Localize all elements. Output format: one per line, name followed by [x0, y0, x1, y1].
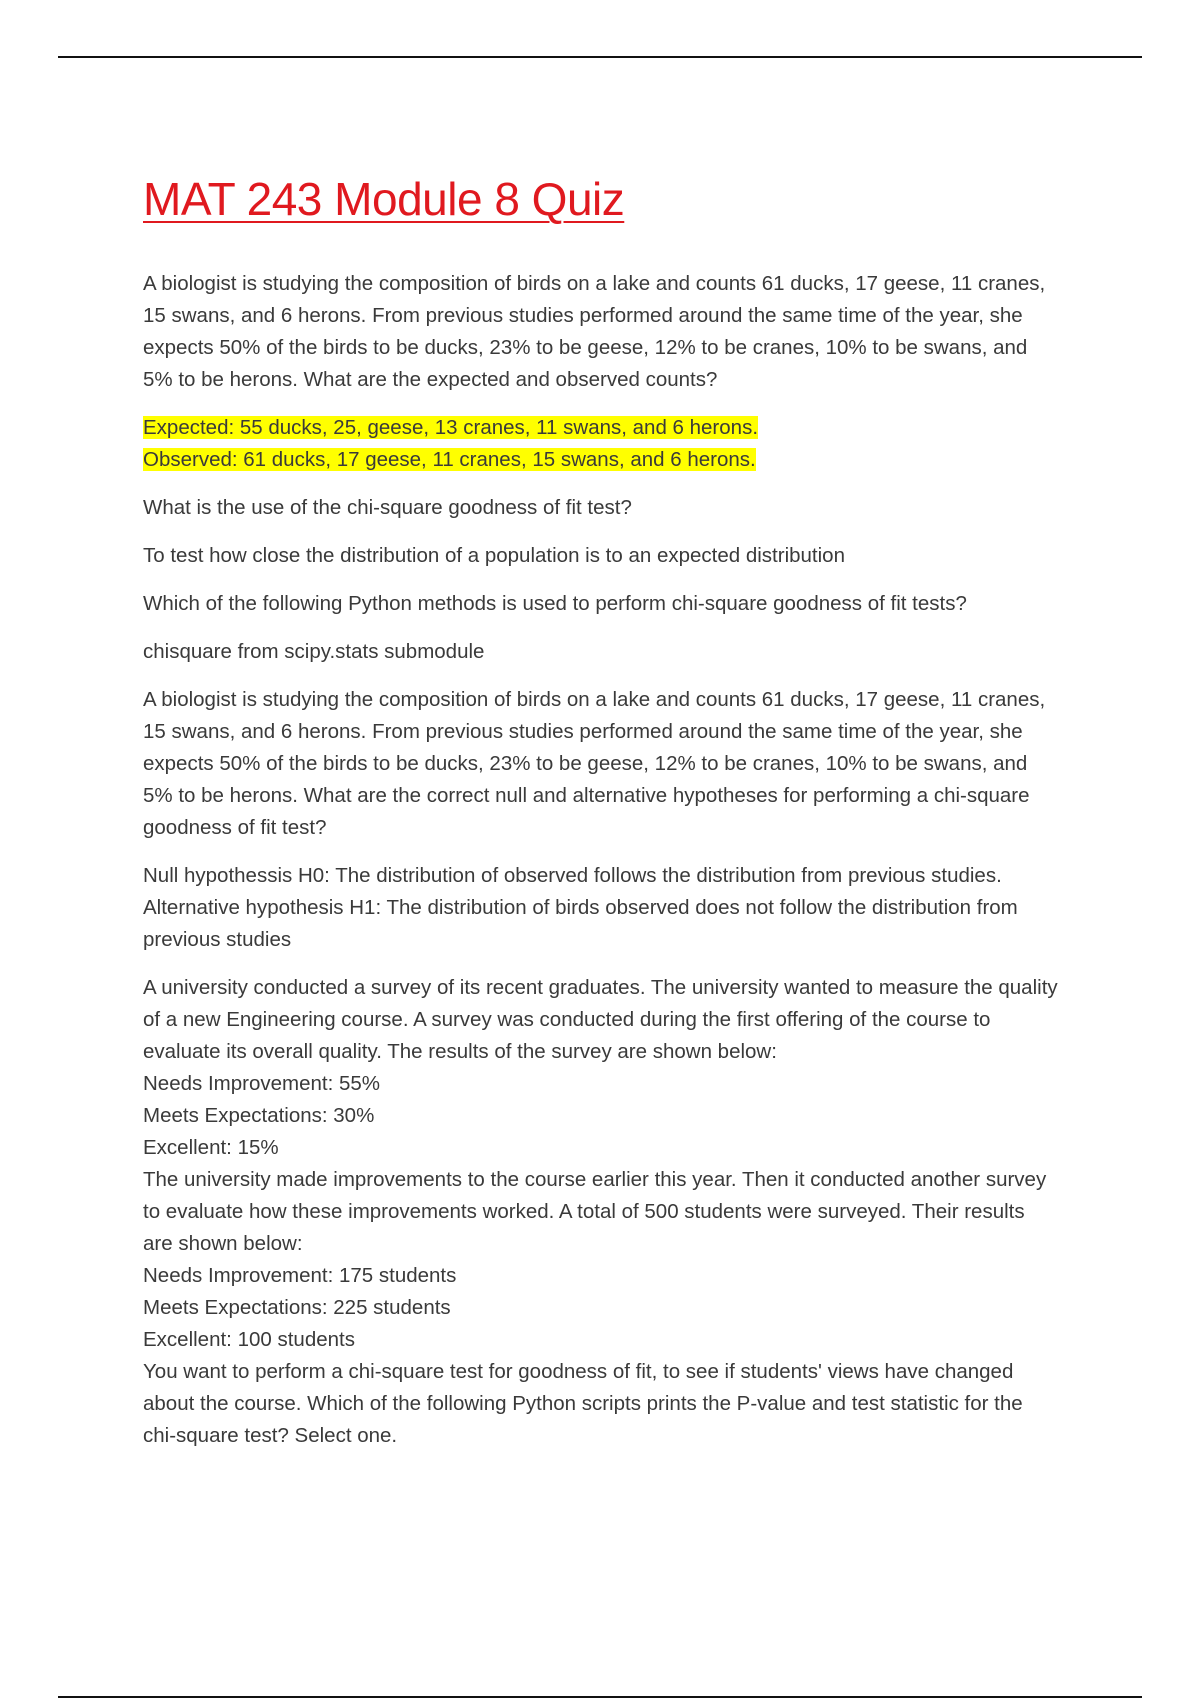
answer-text: chisquare from scipy.stats submodule: [143, 640, 485, 663]
result-line: Excellent: 15%: [143, 1136, 279, 1159]
question-text: You want to perform a chi-square test for goodness of fit, to see if students' views have changed about the course. Which of the following Python scripts prints the P-value and test statistic for the chi-square test? Select one.: [143, 1360, 1023, 1447]
answer-text: Null hypothessis H0: The distribution of observed follows the distribution from previous studies.: [143, 864, 1002, 887]
result-line: Needs Improvement: 175 students: [143, 1264, 457, 1287]
answer-1: [143, 412, 1058, 476]
question-5: [143, 972, 1058, 1452]
question-text: Which of the following Python methods is used to perform chi-square goodness of fit tests?: [143, 592, 967, 615]
question-1: [143, 268, 1058, 396]
result-line: Meets Expectations: 225 students: [143, 1296, 451, 1319]
question-text: What is the use of the chi-square goodness of fit test?: [143, 496, 632, 519]
bottom-rule: [58, 1696, 1142, 1698]
highlighted-answer: Observed: 61 ducks, 17 geese, 11 cranes, 15 swans, and 6 herons.: [143, 448, 756, 471]
question-2: [143, 492, 1058, 524]
answer-2: [143, 540, 1058, 572]
question-3: [143, 588, 1058, 620]
result-line: Meets Expectations: 30%: [143, 1104, 375, 1127]
question-middle: The university made improvements to the course earlier this year. Then it conducted another survey to evaluate how these improvements worked. A total of 500 students were surveyed. Their results are shown below:: [143, 1168, 1047, 1255]
answer-text: To test how close the distribution of a population is to an expected distribution: [143, 544, 845, 567]
top-rule: [58, 56, 1142, 58]
result-line: Excellent: 100 students: [143, 1328, 355, 1351]
answer-4: [143, 860, 1058, 956]
answer-text: Alternative hypothesis H1: The distribution of birds observed does not follow the distribution from previous studies: [143, 896, 1018, 951]
answer-3: [143, 636, 1058, 668]
question-text: A biologist is studying the composition of birds on a lake and counts 61 ducks, 17 geese, 11 cranes, 15 swans, and 6 herons. From previous studies performed around the same time of the year, she expects 50% of the birds to be ducks, 23% to be geese, 12% to be cranes, 10% to be swans, and 5% to be herons. What are the correct null and alternative hypotheses for performing a chi-square goodness of fit test?: [143, 688, 1046, 839]
result-line: Needs Improvement: 55%: [143, 1072, 381, 1095]
question-4: [143, 684, 1058, 844]
page-title: MAT 243 Module 8 Quiz: [143, 173, 625, 225]
question-intro: A university conducted a survey of its recent graduates. The university wanted to measure the quality of a new Engineering course. A survey was conducted during the first offering of the course to evaluate its overall quality. The results of the survey are shown below:: [143, 976, 1058, 1063]
highlighted-answer: Expected: 55 ducks, 25, geese, 13 cranes, 11 swans, and 6 herons.: [143, 416, 759, 439]
question-text: A biologist is studying the composition of birds on a lake and counts 61 ducks, 17 geese, 11 cranes, 15 swans, and 6 herons. From previous studies performed around the same time of the year, she expects 50% of the birds to be ducks, 23% to be geese, 12% to be cranes, 10% to be swans, and 5% to be herons. What are the expected and observed counts?: [143, 272, 1046, 391]
document-body: [143, 172, 1058, 1468]
